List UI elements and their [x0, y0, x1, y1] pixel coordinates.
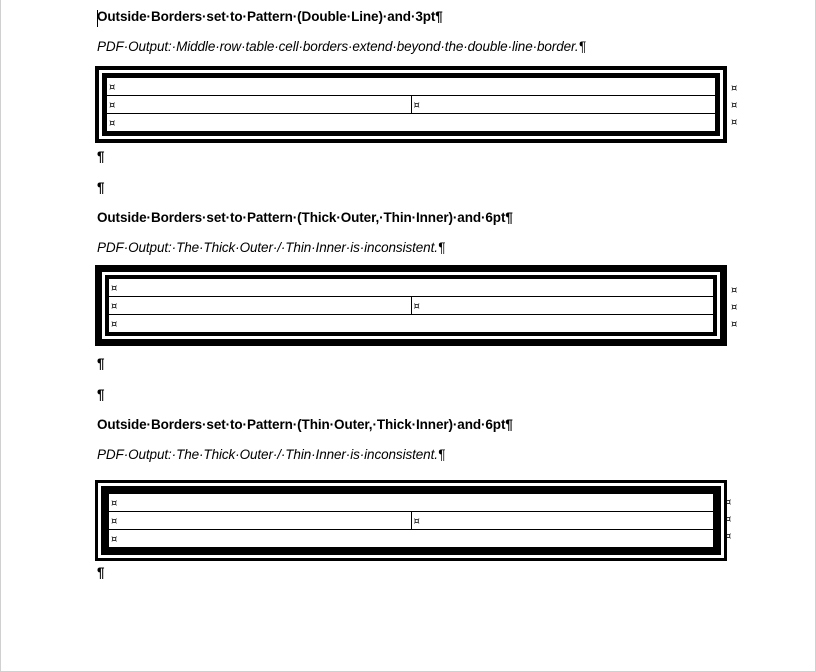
- row-end-mark: ¤: [731, 83, 738, 94]
- table-cell[interactable]: [107, 78, 716, 96]
- row-end-mark: ¤: [731, 319, 738, 330]
- section-1-heading: Outside·Borders·set·to·Pattern·(Double·Line)·and·3pt¶: [97, 9, 443, 24]
- table-3[interactable]: [108, 493, 714, 548]
- table-row[interactable]: [107, 78, 716, 96]
- cell-end-mark: ¤: [111, 515, 118, 527]
- cell-end-mark: ¤: [413, 515, 420, 527]
- cell-end-mark: ¤: [109, 117, 116, 129]
- table-cell[interactable]: [109, 512, 412, 530]
- cell-end-mark: ¤: [111, 282, 118, 294]
- paragraph-mark: ¶: [97, 565, 105, 580]
- row-end-mark: ¤: [731, 302, 738, 313]
- row-end-mark: ¤: [731, 117, 738, 128]
- table-row[interactable]: [109, 279, 714, 297]
- table-row[interactable]: [107, 114, 716, 132]
- table-cell[interactable]: [109, 279, 714, 297]
- table-cell[interactable]: [109, 315, 714, 333]
- table-1-row-end-marks: [731, 80, 737, 131]
- section-2-caption-line: [97, 241, 445, 256]
- cell-end-mark: ¤: [109, 81, 116, 93]
- table-cell[interactable]: [109, 297, 412, 315]
- table-2-inner-border-thin: [105, 275, 717, 336]
- table-row[interactable]: [109, 494, 714, 512]
- table-1-container[interactable]: [95, 66, 738, 143]
- table-3-inner-border-thick: [101, 486, 721, 555]
- table-row[interactable]: [109, 315, 714, 333]
- section-1-caption-line: [97, 40, 586, 55]
- table-2[interactable]: [108, 278, 714, 333]
- table-1-inner-border-ring: [102, 73, 720, 136]
- section-3-caption: PDF·Output:·The·Thick·Outer·/·Thin·Inner·is·inconsistent.¶: [97, 447, 446, 462]
- section-3-heading-line: [97, 418, 513, 433]
- table-cell[interactable]: [109, 494, 714, 512]
- paragraph-mark: ¶: [97, 180, 105, 195]
- row-end-mark: ¤: [731, 285, 738, 296]
- table-cell[interactable]: [411, 297, 714, 315]
- cell-end-mark: ¤: [109, 99, 116, 111]
- cell-end-mark: ¤: [111, 533, 118, 545]
- row-end-mark: ¤: [731, 100, 738, 111]
- table-cell[interactable]: [109, 530, 714, 548]
- section-2-heading: Outside·Borders·set·to·Pattern·(Thick·Outer,·Thin·Inner)·and·6pt¶: [97, 210, 513, 225]
- table-1[interactable]: [106, 77, 716, 132]
- section-1-heading-line: [97, 10, 443, 25]
- table-2-row-end-marks: [731, 282, 737, 333]
- table-2-container[interactable]: [95, 265, 738, 346]
- section-3-caption-line: [97, 448, 445, 463]
- row-end-mark: ¤: [725, 514, 732, 525]
- table-3-row-end-marks: [725, 494, 731, 545]
- section-3-heading: Outside·Borders·set·to·Pattern·(Thin·Outer,·Thick·Inner)·and·6pt¶: [97, 417, 513, 432]
- paragraph-mark: ¶: [97, 387, 105, 402]
- table-cell[interactable]: [107, 96, 412, 114]
- table-cell[interactable]: [411, 512, 714, 530]
- table-1-outer-border-double-line: [95, 66, 727, 143]
- table-cell[interactable]: [411, 96, 716, 114]
- cell-end-mark: ¤: [111, 300, 118, 312]
- table-3-outer-border-thin: [95, 480, 727, 561]
- cell-end-mark: ¤: [413, 300, 420, 312]
- row-end-mark: ¤: [725, 531, 732, 542]
- paragraph-mark: ¶: [97, 356, 105, 371]
- cell-end-mark: ¤: [111, 318, 118, 330]
- table-2-outer-border-thick: [95, 265, 727, 346]
- paragraph-mark: ¶: [97, 149, 105, 164]
- table-3-container[interactable]: [95, 480, 732, 561]
- table-row[interactable]: [109, 297, 714, 315]
- section-1-caption: PDF·Output:·Middle·row·table·cell·borders·extend·beyond·the·double·line·border.¶: [97, 39, 586, 54]
- section-2-caption: PDF·Output:·The·Thick·Outer·/·Thin·Inner·is·inconsistent.¶: [97, 240, 446, 255]
- table-row[interactable]: [109, 530, 714, 548]
- table-row[interactable]: [109, 512, 714, 530]
- table-cell[interactable]: [107, 114, 716, 132]
- cell-end-mark: ¤: [111, 497, 118, 509]
- table-row[interactable]: [107, 96, 716, 114]
- row-end-mark: ¤: [725, 497, 732, 508]
- cell-end-mark: ¤: [413, 99, 420, 111]
- section-2-heading-line: [97, 211, 513, 226]
